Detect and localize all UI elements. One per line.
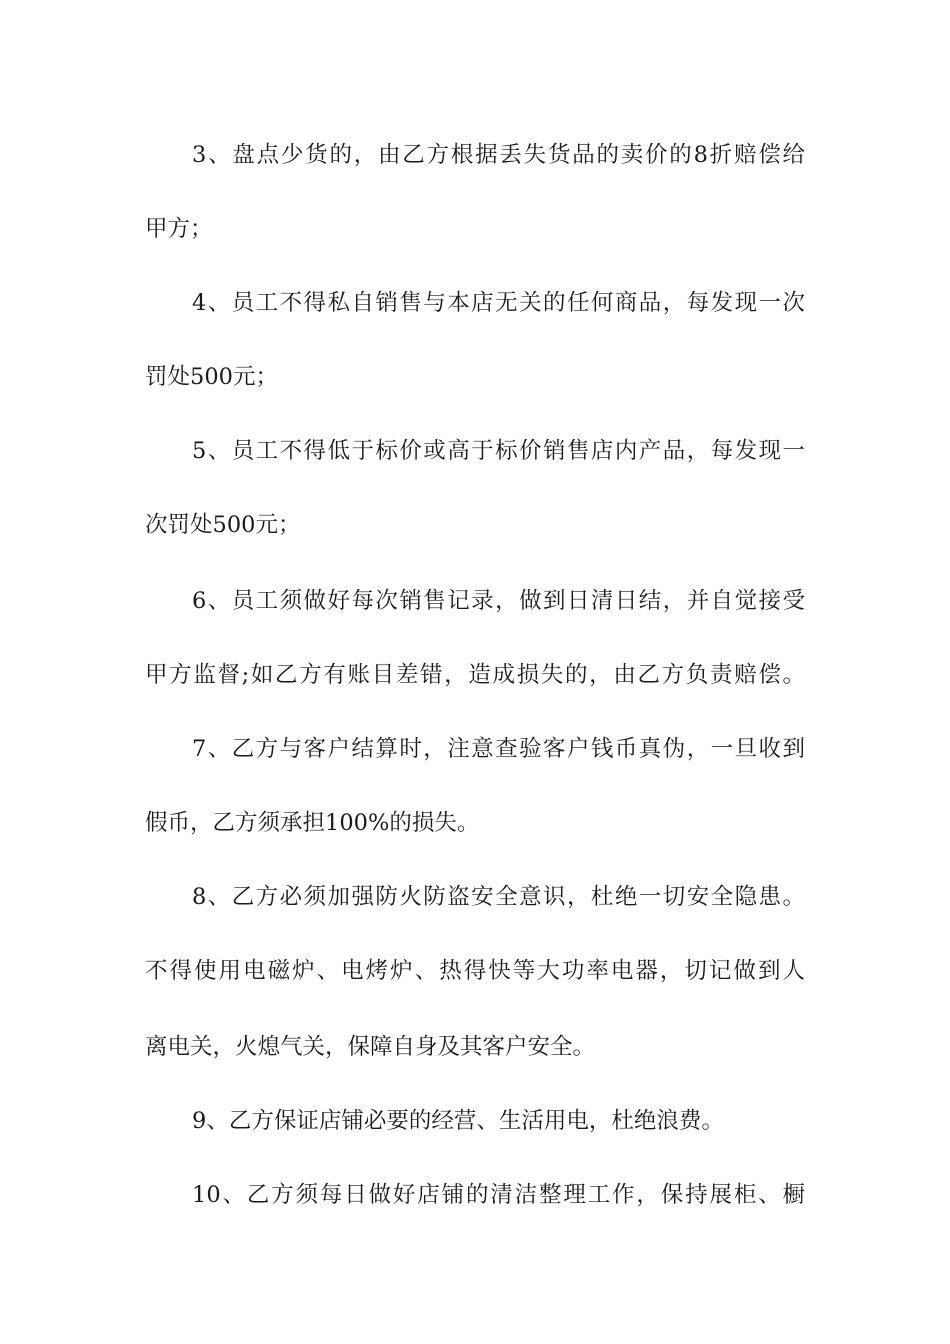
paragraph-6-line-2: 甲方监督;如乙方有账目差错，造成损失的，由乙方负责赔偿。	[145, 662, 805, 688]
paragraph-3-line-2: 甲方；	[145, 216, 213, 242]
paragraph-3-line-1: 3、盘点少货的，由乙方根据丢失货品的卖价的8折赔偿给	[192, 142, 805, 168]
paragraph-5-line-2: 次罚处500元；	[145, 512, 301, 538]
paragraph-8-line-3: 离电关，火熄气关，保障自身及其客户安全。	[145, 1034, 596, 1060]
paragraph-5-line-1: 5、员工不得低于标价或高于标价销售店内产品，每发现一	[192, 438, 805, 464]
paragraph-8-line-2: 不得使用电磁炉、电烤炉、热得快等大功率电器，切记做到人	[145, 958, 805, 984]
paragraph-7-line-2: 假币，乙方须承担100%的损失。	[145, 810, 480, 836]
paragraph-10-line-1: 10、乙方须每日做好店铺的清洁整理工作，保持展柜、橱	[192, 1182, 805, 1208]
paragraph-7-line-1: 7、乙方与客户结算时，注意查验客户钱币真伪，一旦收到	[192, 736, 805, 762]
paragraph-8-line-1: 8、乙方必须加强防火防盗安全意识，杜绝一切安全隐患。	[192, 884, 805, 910]
paragraph-4-line-1: 4、员工不得私自销售与本店无关的任何商品，每发现一次	[192, 290, 805, 316]
paragraph-9-line-1: 9、乙方保证店铺必要的经营、生活用电，杜绝浪费。	[192, 1108, 724, 1134]
paragraph-4-line-2: 罚处500元；	[145, 364, 278, 390]
paragraph-6-line-1: 6、员工须做好每次销售记录，做到日清日结，并自觉接受	[192, 588, 805, 614]
